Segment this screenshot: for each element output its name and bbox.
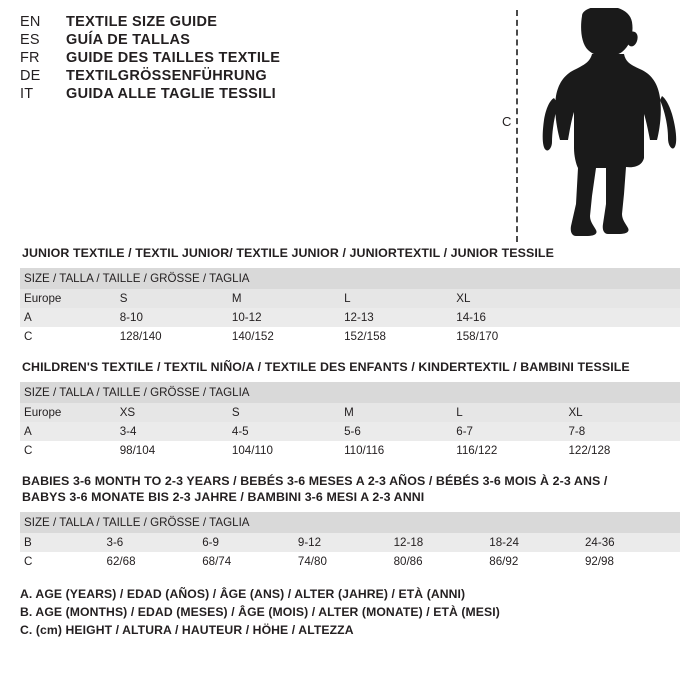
- cell-value: 24-36: [581, 533, 680, 552]
- cell-value: 6-7: [452, 422, 564, 441]
- language-title: GUÍA DE TALLAS: [66, 32, 191, 48]
- cell-value: XS: [116, 403, 228, 422]
- cell-value: 68/74: [198, 552, 294, 571]
- section-children: [20, 360, 680, 460]
- table-row: [20, 422, 680, 441]
- cell-value: 116/122: [452, 441, 564, 460]
- cell-value: 92/98: [581, 552, 680, 571]
- language-header: [20, 14, 540, 102]
- language-title: TEXTILGRÖSSENFÜHRUNG: [66, 68, 267, 84]
- section-title-line2: BABYS 3-6 MONATE BIS 2-3 JAHRE / BAMBINI 3-6 MESI A 2-3 ANNI: [22, 489, 425, 504]
- cell-value: 128/140: [116, 327, 228, 346]
- table-header-row: [20, 382, 680, 403]
- section-title: CHILDREN'S TEXTILE / TEXTIL NIÑO/A / TEXTILE DES ENFANTS / KINDERTEXTIL / BAMBINI TESSILE: [22, 359, 630, 374]
- table-header-row: [20, 268, 680, 289]
- cell-value: 7-8: [564, 422, 680, 441]
- measurement-dashed-line: [516, 10, 518, 242]
- section-title-line1: BABIES 3-6 MONTH TO 2-3 YEARS / BEBÉS 3-6 MESES A 2-3 AÑOS / BÉBÉS 3-6 MOIS À 2-3 ANS /: [22, 473, 608, 488]
- row-label: B: [20, 533, 103, 552]
- language-code: ES: [20, 32, 40, 48]
- cell-value: 104/110: [228, 441, 340, 460]
- cell-empty: [564, 289, 680, 308]
- cell-value: 80/86: [390, 552, 486, 571]
- legend-item-height: C. (cm) HEIGHT / ALTURA / HAUTEUR / HÖHE / ALTEZZA: [20, 623, 354, 638]
- cell-value: 110/116: [340, 441, 452, 460]
- row-label: C: [20, 552, 103, 571]
- section-babies: [20, 474, 680, 571]
- cell-value: S: [116, 289, 228, 308]
- babies-size-table: [20, 512, 680, 571]
- table-header-row: [20, 512, 680, 533]
- measurement-label-c: C: [502, 114, 512, 129]
- row-label: A: [20, 422, 116, 441]
- cell-value: 152/158: [340, 327, 452, 346]
- cell-value: 18-24: [485, 533, 581, 552]
- cell-value: XL: [452, 289, 564, 308]
- cell-value: 86/92: [485, 552, 581, 571]
- language-title: GUIDA ALLE TAGLIE TESSILI: [66, 86, 276, 102]
- language-row: [20, 14, 540, 30]
- table-row: [20, 308, 680, 327]
- cell-value: 122/128: [564, 441, 680, 460]
- language-title: GUIDE DES TAILLES TEXTILE: [66, 50, 281, 66]
- size-header-label: SIZE / TALLA / TAILLE / GRÖSSE / TAGLIA: [20, 268, 680, 289]
- size-header-label: SIZE / TALLA / TAILLE / GRÖSSE / TAGLIA: [20, 512, 680, 533]
- table-row: [20, 441, 680, 460]
- cell-value: 12-13: [340, 308, 452, 327]
- cell-value: 14-16: [452, 308, 564, 327]
- children-size-table: [20, 382, 680, 460]
- language-code: DE: [20, 68, 41, 84]
- section-title: JUNIOR TEXTILE / TEXTIL JUNIOR/ TEXTILE JUNIOR / JUNIORTEXTIL / JUNIOR TESSILE: [22, 246, 554, 260]
- junior-size-table: [20, 268, 680, 346]
- legend: [20, 585, 680, 640]
- table-row: [20, 403, 680, 422]
- section-title: [22, 474, 680, 506]
- cell-value: 12-18: [390, 533, 486, 552]
- row-label: Europe: [20, 289, 116, 308]
- cell-value: 158/170: [452, 327, 564, 346]
- cell-value: L: [340, 289, 452, 308]
- cell-value: M: [340, 403, 452, 422]
- table-row: [20, 533, 680, 552]
- language-row: [20, 68, 540, 84]
- cell-value: 62/68: [103, 552, 199, 571]
- language-row: [20, 32, 540, 48]
- row-label: Europe: [20, 403, 116, 422]
- cell-value: M: [228, 289, 340, 308]
- cell-value: 4-5: [228, 422, 340, 441]
- cell-value: 5-6: [340, 422, 452, 441]
- cell-value: S: [228, 403, 340, 422]
- row-label: C: [20, 327, 116, 346]
- language-title: TEXTILE SIZE GUIDE: [66, 14, 218, 30]
- cell-value: 10-12: [228, 308, 340, 327]
- language-row: [20, 86, 540, 102]
- row-label: C: [20, 441, 116, 460]
- table-row: [20, 552, 680, 571]
- cell-value: 8-10: [116, 308, 228, 327]
- cell-value: XL: [564, 403, 680, 422]
- cell-value: 3-4: [116, 422, 228, 441]
- cell-value: L: [452, 403, 564, 422]
- cell-empty: [564, 308, 680, 327]
- baby-silhouette-icon: [538, 8, 678, 244]
- section-junior: [20, 246, 680, 346]
- language-code: EN: [20, 14, 41, 30]
- table-row: [20, 327, 680, 346]
- language-code: IT: [20, 86, 34, 102]
- legend-item-age-months: B. AGE (MONTHS) / EDAD (MESES) / ÂGE (MOIS) / ALTER (MONATE) / ETÀ (MESI): [20, 604, 500, 619]
- legend-item-age-years: A. AGE (YEARS) / EDAD (AÑOS) / ÂGE (ANS) / ALTER (JAHRE) / ETÀ (ANNI): [20, 586, 466, 601]
- language-code: FR: [20, 50, 40, 66]
- cell-value: 74/80: [294, 552, 390, 571]
- table-row: [20, 289, 680, 308]
- cell-value: 98/104: [116, 441, 228, 460]
- language-row: [20, 50, 540, 66]
- cell-value: 140/152: [228, 327, 340, 346]
- cell-value: 9-12: [294, 533, 390, 552]
- cell-value: 3-6: [103, 533, 199, 552]
- row-label: A: [20, 308, 116, 327]
- height-measurement-figure: [502, 8, 682, 246]
- cell-value: 6-9: [198, 533, 294, 552]
- size-header-label: SIZE / TALLA / TAILLE / GRÖSSE / TAGLIA: [20, 382, 680, 403]
- cell-empty: [564, 327, 680, 346]
